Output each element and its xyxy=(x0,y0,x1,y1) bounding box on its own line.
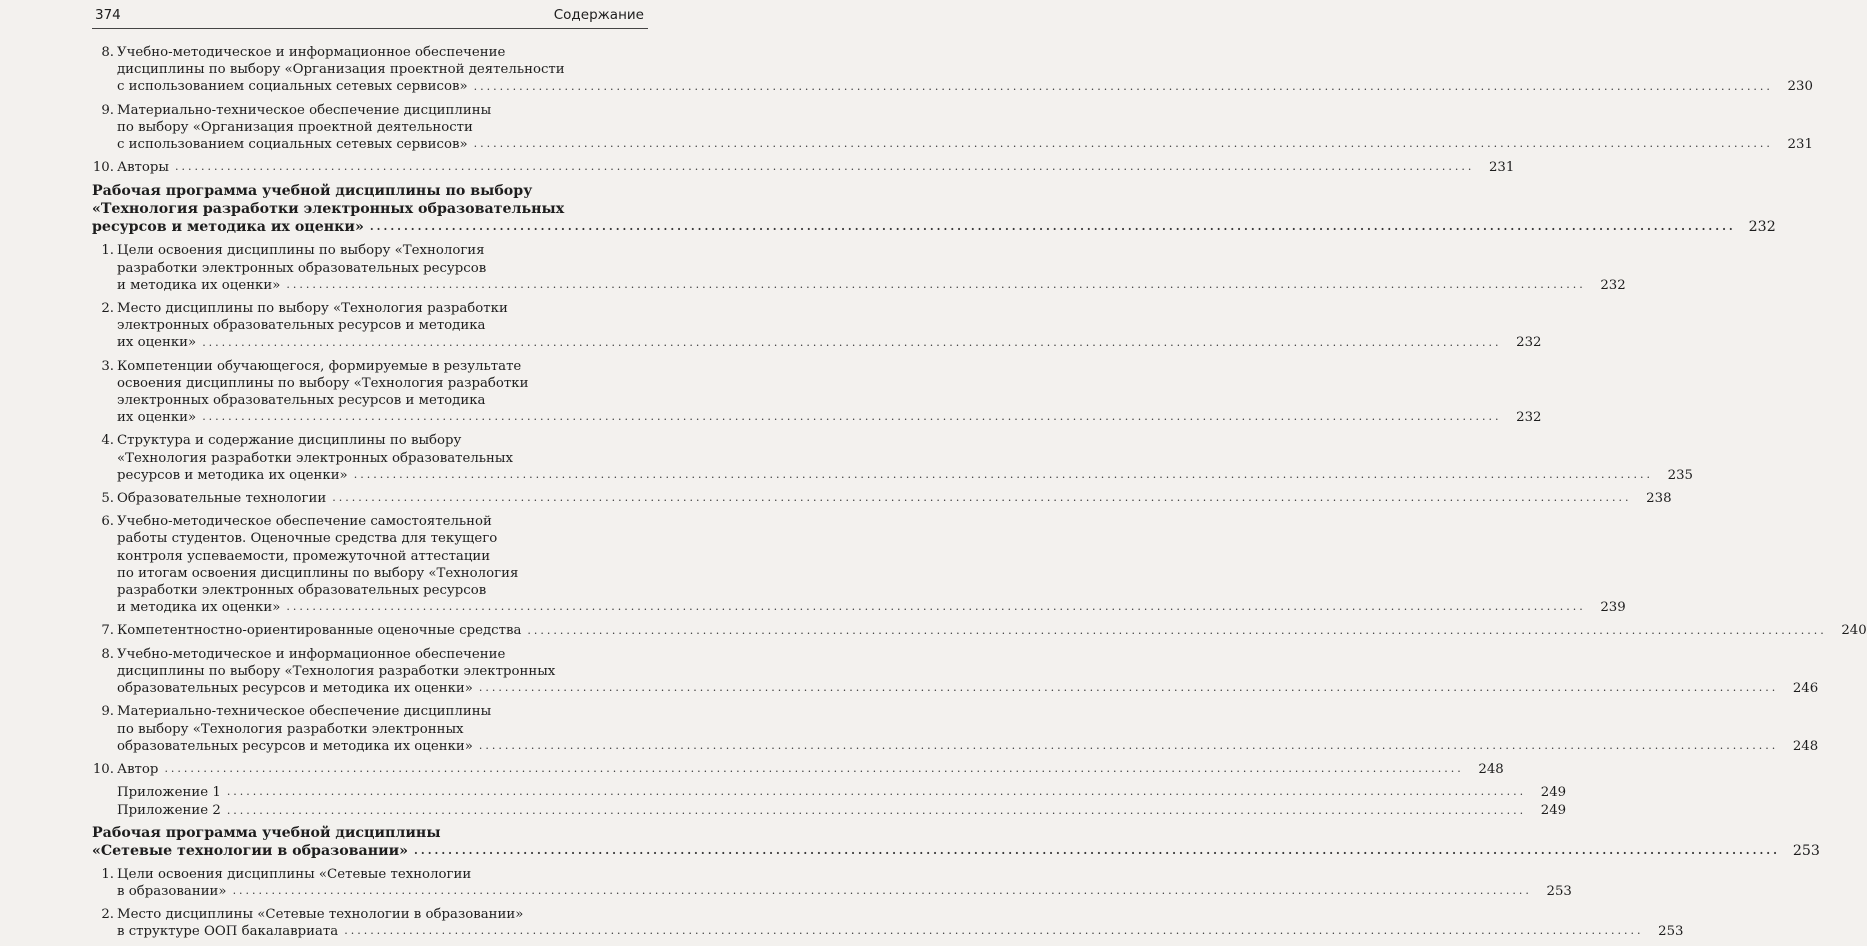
toc-page-number: 232 xyxy=(1516,335,1542,351)
toc-entry-text-line: Компетенции обучающегося, формируемые в результате xyxy=(117,358,522,374)
toc-entry-number: 1. xyxy=(101,243,114,259)
table-of-contents xyxy=(0,44,1867,946)
toc-entry-text-line: контроля успеваемости, промежуточной аттестации xyxy=(117,548,491,564)
toc-page-number: 253 xyxy=(1546,883,1572,899)
toc-page-number: 249 xyxy=(1540,803,1567,819)
toc-entry-text-line: Учебно-методическое обеспечение самостоятельной xyxy=(117,514,492,530)
toc-entry xyxy=(0,300,1542,352)
toc-entry-text-line: «Сетевые технологии в образовании» xyxy=(92,842,409,859)
toc-entry xyxy=(0,866,1572,900)
toc-entry-text-line: в образовании» xyxy=(117,883,227,899)
toc-page-number: 232 xyxy=(1748,219,1776,236)
toc-entry-number: 2. xyxy=(101,906,114,922)
toc-page-number: 232 xyxy=(1600,277,1626,293)
toc-entry-number: 10. xyxy=(92,761,114,777)
toc-entry-number: 9. xyxy=(101,704,114,720)
header-rule xyxy=(92,28,648,29)
toc-entry-text-line: Автор xyxy=(117,761,159,777)
toc-entry-text-line: «Технология разработки электронных образовательных xyxy=(92,201,565,218)
toc-entry-text-line: Авторы xyxy=(117,160,170,176)
toc-page-number: 253 xyxy=(1658,924,1684,940)
toc-entry-text-line: работы студентов. Оценочные средства для текущего xyxy=(117,531,498,547)
toc-page-number: 248 xyxy=(1792,738,1819,754)
toc-entry xyxy=(0,490,1672,507)
toc-entry-text-line: ресурсов и методика их оценки» xyxy=(92,219,364,236)
toc-entry-text-line: и методика их оценки» xyxy=(117,277,281,293)
toc-entry-text-line: Компетентностно-ориентированные оценочные средства xyxy=(117,623,522,639)
toc-page-number: 235 xyxy=(1667,467,1694,483)
toc-entry-text-line: Цели освоения дисциплины по выбору «Технология xyxy=(117,243,485,259)
dot-leader: ........................................................................................................................................................................................................ xyxy=(527,623,1827,637)
toc-entry-text-line: Место дисциплины «Сетевые технологии в образовании» xyxy=(117,906,524,922)
toc-entry-text-line: по итогам освоения дисциплины по выбору «Технология xyxy=(117,565,519,581)
toc-entry-text-line: Приложение 2 xyxy=(117,803,221,819)
toc-entry-text-line: по выбору «Организация проектной деятельности xyxy=(117,119,473,135)
dot-leader: ........................................................................................................................................................................................................ xyxy=(478,738,1779,752)
dot-leader: ........................................................................................................................................................................................................ xyxy=(414,843,1780,857)
toc-entry-number: 8. xyxy=(101,45,114,60)
dot-leader: ........................................................................................................................................................................................................ xyxy=(478,681,1779,695)
toc-entry-number: 9. xyxy=(101,102,114,118)
dot-leader: ........................................................................................................................................................................................................ xyxy=(164,762,1464,776)
toc-section xyxy=(0,824,1820,860)
toc-entry-text-line: их оценки» xyxy=(117,335,197,351)
toc-entry-text-line: Материально-техническое обеспечение дисциплины xyxy=(117,704,492,720)
toc-entry-text-line: Место дисциплины по выбору «Технология разработки xyxy=(117,301,508,317)
toc-page-number: 230 xyxy=(1787,79,1813,95)
toc-entry-text-line: Рабочая программа учебной дисциплины по выбору xyxy=(92,183,533,200)
dot-leader: ........................................................................................................................................................................................................ xyxy=(202,410,1502,424)
toc-page-number: 246 xyxy=(1792,681,1819,697)
toc-entry-text-line: ресурсов и методика их оценки» xyxy=(117,467,348,483)
toc-page-number: 249 xyxy=(1540,785,1567,801)
toc-entry-text-line: разработки электронных образовательных ресурсов xyxy=(117,260,487,276)
toc-entry-text-line: Образовательные технологии xyxy=(117,491,327,507)
toc-page-number: 248 xyxy=(1478,761,1504,777)
toc-entry xyxy=(0,906,1684,940)
toc-entry-text-line: Цели освоения дисциплины «Сетевые технологии xyxy=(117,866,472,882)
toc-entry-number: 10. xyxy=(92,160,114,176)
dot-leader: ........................................................................................................................................................................................................ xyxy=(473,79,1773,93)
toc-entry-text-line: дисциплины по выбору «Организация проектной деятельности xyxy=(117,62,565,78)
toc-entry xyxy=(0,784,1567,801)
toc-entry-text-line: с использованием социальных сетевых сервисов» xyxy=(117,137,468,153)
dot-leader: ........................................................................................................................................................................................................ xyxy=(226,785,1527,799)
dot-leader: ........................................................................................................................................................................................................ xyxy=(226,803,1527,817)
toc-entry-text-line: образовательных ресурсов и методика их оценки» xyxy=(117,738,473,754)
toc-entry-text-line: с использованием социальных сетевых сервисов» xyxy=(117,79,468,95)
dot-leader: ........................................................................................................................................................................................................ xyxy=(202,335,1502,349)
page-number: 374 xyxy=(95,7,121,23)
toc-entry xyxy=(0,703,1819,755)
toc-entry xyxy=(0,44,1813,96)
toc-page-number: 238 xyxy=(1646,491,1672,507)
toc-entry-text-line: Учебно-методическое и информационное обеспечение xyxy=(117,45,506,60)
toc-page-number: 231 xyxy=(1488,160,1515,176)
toc-page-number: 240 xyxy=(1841,623,1867,639)
toc-entry xyxy=(0,358,1542,427)
toc-entry xyxy=(0,242,1626,294)
toc-page-number: 231 xyxy=(1787,137,1813,153)
toc-entry-number: 7. xyxy=(101,623,114,639)
dot-leader: ........................................................................................................................................................................................................ xyxy=(369,220,1736,234)
dot-leader: ........................................................................................................................................................................................................ xyxy=(332,491,1632,505)
toc-entry xyxy=(0,646,1819,698)
toc-section xyxy=(0,182,1776,236)
dot-leader: ........................................................................................................................................................................................................ xyxy=(232,883,1532,897)
toc-entry-text-line: электронных образовательных ресурсов и методика xyxy=(117,393,486,409)
toc-entry-number: 3. xyxy=(101,358,114,374)
running-head xyxy=(0,0,670,30)
toc-entry xyxy=(0,513,1626,616)
toc-entry xyxy=(0,432,1694,484)
toc-entry-text-line: по выбору «Технология разработки электронных xyxy=(117,721,464,737)
toc-entry-text-line: образовательных ресурсов и методика их оценки» xyxy=(117,681,473,697)
toc-entry-text-line: разработки электронных образовательных ресурсов xyxy=(117,583,487,599)
toc-entry-text-line: Приложение 1 xyxy=(117,785,221,801)
toc-entry-number: 5. xyxy=(101,491,114,507)
toc-entry-number: 4. xyxy=(101,433,114,449)
toc-page-number: 239 xyxy=(1600,600,1626,616)
toc-entry-text-line: освоения дисциплины по выбору «Технология разработки xyxy=(117,375,529,391)
toc-entry xyxy=(0,102,1813,154)
toc-entry-number: 2. xyxy=(101,301,114,317)
toc-entry-number: 8. xyxy=(101,646,114,662)
running-title: Содержание xyxy=(553,7,644,23)
toc-entry xyxy=(0,159,1515,176)
toc-entry-number: 6. xyxy=(101,514,114,530)
dot-leader: ........................................................................................................................................................................................................ xyxy=(286,600,1586,614)
toc-entry-text-line: Структура и содержание дисциплины по выбору xyxy=(117,433,462,449)
toc-entry-text-line: Рабочая программа учебной дисциплины xyxy=(92,824,441,841)
toc-entry-text-line: их оценки» xyxy=(117,410,197,426)
toc-entry-text-line: дисциплины по выбору «Технология разработки электронных xyxy=(117,663,556,679)
toc-entry xyxy=(0,802,1567,819)
dot-leader: ........................................................................................................................................................................................................ xyxy=(175,160,1475,174)
toc-entry-text-line: Материально-техническое обеспечение дисциплины xyxy=(117,102,492,118)
dot-leader: ........................................................................................................................................................................................................ xyxy=(353,468,1654,482)
dot-leader: ........................................................................................................................................................................................................ xyxy=(344,924,1644,938)
toc-entry-text-line: и методика их оценки» xyxy=(117,600,281,616)
dot-leader: ........................................................................................................................................................................................................ xyxy=(286,278,1586,292)
toc-entry xyxy=(0,761,1504,778)
toc-page-number: 253 xyxy=(1792,842,1820,859)
toc-entry-number: 1. xyxy=(101,866,114,882)
toc-entry-text-line: «Технология разработки электронных образовательных xyxy=(117,450,513,466)
toc-page-number: 232 xyxy=(1516,410,1542,426)
toc-entry xyxy=(0,622,1867,639)
toc-entry-text-line: электронных образовательных ресурсов и методика xyxy=(117,318,486,334)
dot-leader: ........................................................................................................................................................................................................ xyxy=(473,137,1773,151)
toc-entry-text-line: Учебно-методическое и информационное обеспечение xyxy=(117,646,506,662)
toc-entry-text-line: в структуре ООП бакалавриата xyxy=(117,924,339,940)
